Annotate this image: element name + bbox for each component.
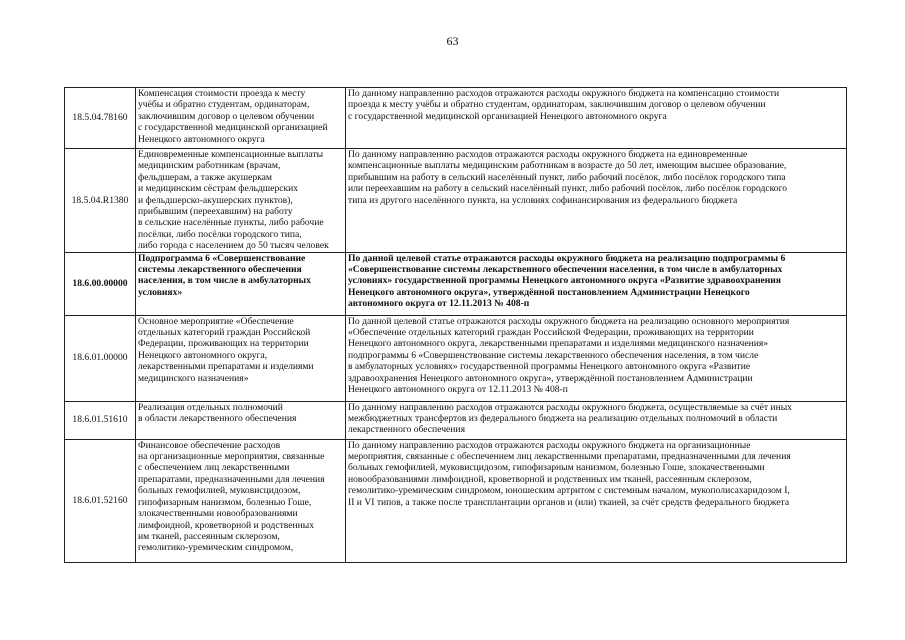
row-description bbox=[346, 88, 847, 149]
row-code: 18.6.00.00000 bbox=[65, 252, 136, 315]
row-code: 18.6.01.52160 bbox=[65, 439, 136, 562]
page-number: 63 bbox=[446, 34, 459, 48]
budget-classification-table bbox=[64, 87, 847, 563]
table-row bbox=[65, 401, 847, 439]
table-row bbox=[65, 315, 847, 401]
row-name bbox=[136, 315, 346, 401]
row-name bbox=[136, 88, 346, 149]
row-name-text: Реализация отдельных полномочий в области лекарственного обеспечения bbox=[138, 401, 297, 425]
table-row bbox=[65, 439, 847, 562]
row-name-text: Компенсация стоимости проезда к месту учёбы и обратно студентам, ординаторам, заключившим договор о целевом обучении с государственной медицинской организацией Ненецкого автономного округа bbox=[138, 88, 328, 145]
row-description-text: По данному направлению расходов отражаются расходы окружного бюджета, осуществляемые за счёт иных межбюджетных трансфертов из федерального бюджета на реализацию отдельных полномочий в области лекарственного обеспечения bbox=[348, 401, 792, 436]
row-name bbox=[136, 252, 346, 315]
table-row bbox=[65, 88, 847, 149]
row-description bbox=[346, 252, 847, 315]
row-code: 18.5.04.78160 bbox=[65, 88, 136, 149]
row-name-text: Единовременные компенсационные выплаты медицинским работникам (врачам, фельдшерам, а также акушеркам и медицинским сёстрам фельдшерских и фельдшерско-акушерских пунктов), прибывшим (переехавшим) на работу в сельские населённые пункты, либо рабочие посёлки, либо посёлки городского типа, либо города с населением до 50 тысяч человек bbox=[138, 149, 329, 252]
row-description bbox=[346, 401, 847, 439]
row-code: 18.6.01.00000 bbox=[65, 315, 136, 401]
row-description-text: По данной целевой статье отражаются расходы окружного бюджета на реализацию основного мероприятия «Обеспечение отдельных категорий граждан Российской Федерации, проживающих на территории Ненецкого автономного округа, лекарственными препаратами и изделиями медицинского назначения» подпрограммы 6 «Совершенствование системы лекарственного обеспечения населения, в том числе в амбулаторных условиях» государственной программы Ненецкого автономного округа «Развитие здравоохранения Ненецкого автономного округа», утверждённой постановлением Администрации Ненецкого автономного округа от 12.11.2013 № 408-п bbox=[348, 315, 790, 396]
row-name-text: Финансовое обеспечение расходов на организационные мероприятия, связанные с обеспечением лиц лекарственными препаратами, предназначенными для лечения больных гемофилией, муковисцидозом, гипофизарным нанизмом, болезнью Гоше, злокачественными новообразованиями лимфоидной, кроветворной и родственных им тканей, рассеянным склерозом, гемолитико-уремическим синдромом, bbox=[138, 439, 325, 554]
row-description-text: По данному направлению расходов отражаются расходы окружного бюджета на организационные мероприятия, связанные с обеспечением лиц лекарственными препаратами, предназначенными для лечения больных гемофилией, муковисцидозом, гипофизарным нанизмом, болезнью Гоше, злокачественными новообразованиями лимфоидной, кроветворной и родственных им тканей, рассеянным склерозом, гемолитико-уремическим синдромом, юношеским артритом с системным началом, мукополисахаридозом I, II и VI типов, а также после трансплантации органов и (или) тканей, за счёт средств федерального бюджета bbox=[348, 439, 791, 508]
row-description bbox=[346, 149, 847, 253]
row-name bbox=[136, 149, 346, 253]
row-name bbox=[136, 439, 346, 562]
table-row bbox=[65, 252, 847, 315]
row-description-text: По данной целевой статье отражаются расходы окружного бюджета на реализацию подпрограммы 6 «Совершенствование системы лекарственного обеспечения населения, в том числе в амбулаторных условиях» государственной программы Ненецкого автономного округа «Развитие здравоохранения Ненецкого автономного округа», утверждённой постановлением Администрации Ненецкого автономного округа от 12.11.2013 № 408-п bbox=[348, 252, 786, 310]
row-code: 18.6.01.51610 bbox=[65, 401, 136, 439]
row-code: 18.5.04.R1380 bbox=[65, 149, 136, 253]
row-description-text: По данному направлению расходов отражаются расходы окружного бюджета на единовременные компенсационные выплаты медицинским работникам в возрасте до 50 лет, имеющим высшее образование, прибывшим на работу в сельский населённый пункт, либо рабочий посёлок, либо посёлок городского типа или переехавшим на работу в сельский населённый пункт, либо рабочий посёлок, либо посёлок городского типа из другого населённого пункта, на условиях софинансирования из федерального бюджета bbox=[348, 149, 788, 206]
row-description-text: По данному направлению расходов отражаются расходы окружного бюджета на компенсацию стоимости проезда к месту учёбы и обратно студентам, ординаторам, заключившим договор о целевом обучении с государственной медицинской организацией Ненецкого автономного округа bbox=[348, 88, 780, 122]
table-row bbox=[65, 149, 847, 253]
row-description bbox=[346, 439, 847, 562]
row-description bbox=[346, 315, 847, 401]
row-name-text: Подпрограмма 6 «Совершенствование системы лекарственного обеспечения населения, в том числе в амбулаторных условиях» bbox=[138, 252, 311, 298]
row-name bbox=[136, 401, 346, 439]
row-name-text: Основное мероприятие «Обеспечение отдельных категорий граждан Российской Федерации, проживающих на территории Ненецкого автономного округа, лекарственными препаратами и изделиями медицинского назначения» bbox=[138, 315, 314, 384]
